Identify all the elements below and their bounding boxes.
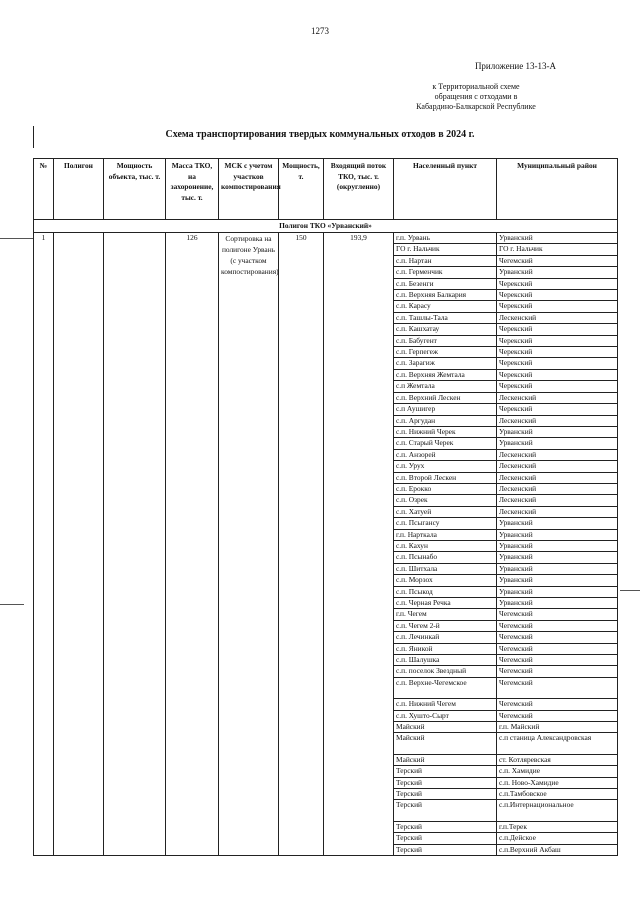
table-header-row (34, 159, 618, 220)
settlement-cell: с.п. Герменчик (394, 267, 497, 278)
settlement-cell: с.п. Зарагиж (394, 358, 497, 369)
scan-mark (0, 604, 24, 605)
settlement-cell: с.п. Черная Речка (394, 598, 497, 609)
scheme-note (376, 82, 576, 112)
municipality-cell: Чегемский (497, 255, 618, 266)
facility-msk: Сортировка на полигоне Урвань (с участком компостирования) (219, 233, 279, 856)
municipality-cell: Урванский (497, 529, 618, 540)
settlement-cell: с.п. Ерокко (394, 483, 497, 494)
municipality-cell: Чегемский (497, 699, 618, 710)
settlement-cell: Терский (394, 821, 497, 832)
municipality-cell: Лескенский (497, 495, 618, 506)
municipality-cell: г.п. Майский (497, 722, 618, 733)
facility-flow: 193,9 (324, 233, 394, 856)
scheme-note-line: к Территориальной схеме (432, 82, 520, 91)
municipality-cell: Чегемский (497, 643, 618, 654)
column-header-mass: Масса ТКО, на захоронение, тыс. т. (166, 159, 219, 220)
scheme-note-line: обращения с отходами в (434, 92, 518, 101)
facility-capacity (104, 233, 166, 856)
municipality-cell: г.п.Терек (497, 821, 618, 832)
column-header-power: Мощность, т. (279, 159, 324, 220)
municipality-cell: Лескенский (497, 472, 618, 483)
facility-polygon (54, 233, 104, 856)
facility-num: 1 (34, 233, 54, 856)
scan-mark (0, 238, 34, 239)
municipality-cell: Лескенский (497, 392, 618, 403)
settlement-cell: Майский (394, 754, 497, 765)
municipality-cell: ст. Котляревская (497, 754, 618, 765)
settlement-cell: с.п. Аргудан (394, 415, 497, 426)
municipality-cell: Черекский (497, 301, 618, 312)
municipality-cell: с.п. Хамидие (497, 766, 618, 777)
column-header-capacity: Мощность объекта, тыс. т. (104, 159, 166, 220)
municipality-cell: Урванский (497, 586, 618, 597)
municipality-cell: Чегемский (497, 677, 618, 698)
transport-scheme-table (33, 158, 618, 856)
column-header-flow: Входящий поток ТКО, тыс. т. (округленно) (324, 159, 394, 220)
section-title: Полигон ТКО «Урванский» (34, 220, 618, 233)
municipality-cell: Урванский (497, 598, 618, 609)
municipality-cell: Урванский (497, 518, 618, 529)
municipality-cell: Черекский (497, 404, 618, 415)
page-number: 1273 (311, 26, 329, 36)
facility-power: 150 (279, 233, 324, 856)
municipality-cell: Чегемский (497, 655, 618, 666)
municipality-cell: с.п. Ново-Хамидие (497, 777, 618, 788)
municipality-cell: Урванский (497, 426, 618, 437)
settlement-cell: с.п. Чегем 2-й (394, 620, 497, 631)
settlement-cell: с.п. Кашхатау (394, 324, 497, 335)
municipality-cell: Черекский (497, 335, 618, 346)
municipality-cell: Черекский (497, 324, 618, 335)
settlement-cell: Терский (394, 766, 497, 777)
municipality-cell: Урванский (497, 563, 618, 574)
settlement-cell: Майский (394, 722, 497, 733)
settlement-cell: с.п. Верхне-Чегемское (394, 677, 497, 698)
municipality-cell: ГО г. Нальчик (497, 244, 618, 255)
municipality-cell: с.п.Интернациональное (497, 800, 618, 821)
settlement-cell: с.п. Старый Черек (394, 438, 497, 449)
column-header-municipality: Муниципальный район (497, 159, 618, 220)
settlement-cell: с.п. Псыгансу (394, 518, 497, 529)
settlement-cell: с.п. Нартан (394, 255, 497, 266)
settlement-cell: с.п. Ташлы-Тала (394, 312, 497, 323)
settlement-cell: с.п. поселок Звездный (394, 666, 497, 677)
settlement-cell: Майский (394, 733, 497, 754)
settlement-cell: с.п. Хушто-Сырт (394, 710, 497, 721)
settlement-cell: г.п. Чегем (394, 609, 497, 620)
settlement-cell: Терский (394, 833, 497, 844)
settlement-cell: с.п. Псынабо (394, 552, 497, 563)
municipality-cell: Чегемский (497, 632, 618, 643)
settlement-cell: с.п. Псыкод (394, 586, 497, 597)
settlement-cell: с.п. Верхняя Жемтала (394, 369, 497, 380)
settlement-cell: с.п. Шитхала (394, 563, 497, 574)
municipality-cell: Чегемский (497, 609, 618, 620)
settlement-cell: г.п. Нарткала (394, 529, 497, 540)
column-header-settlement: Населенный пункт (394, 159, 497, 220)
margin-bar (33, 126, 34, 148)
municipality-cell: Чегемский (497, 620, 618, 631)
settlement-cell: Терский (394, 844, 497, 855)
settlement-cell: ГО г. Нальчик (394, 244, 497, 255)
municipality-cell: Чегемский (497, 666, 618, 677)
appendix-label: Приложение 13-13-А (474, 61, 556, 71)
settlement-cell: Терский (394, 777, 497, 788)
municipality-cell: Урванский (497, 438, 618, 449)
municipality-cell: Чегемский (497, 710, 618, 721)
settlement-cell: с.п. Безенги (394, 278, 497, 289)
settlement-cell: с.п. Урух (394, 461, 497, 472)
settlement-cell: с.п. Верхняя Балкария (394, 290, 497, 301)
settlement-cell: с.п. Морзох (394, 575, 497, 586)
settlement-cell: с.п. Верхний Лескен (394, 392, 497, 403)
municipality-cell: с.п.Тамбовское (497, 789, 618, 800)
municipality-cell: с.п станица Александровская (497, 733, 618, 754)
settlement-cell: с.п Жемтала (394, 381, 497, 392)
settlement-cell: г.п. Урвань (394, 233, 497, 244)
settlement-cell: с.п. Герпегеж (394, 347, 497, 358)
municipality-cell: Черекский (497, 278, 618, 289)
settlement-cell: с.п. Нижний Черек (394, 426, 497, 437)
settlement-cell: с.п. Яникой (394, 643, 497, 654)
municipality-cell: Черекский (497, 358, 618, 369)
municipality-cell: Черекский (497, 381, 618, 392)
municipality-cell: Урванский (497, 540, 618, 551)
section-row (34, 220, 618, 233)
municipality-cell: Лескенский (497, 506, 618, 517)
municipality-cell: Черекский (497, 290, 618, 301)
municipality-cell: Лескенский (497, 415, 618, 426)
municipality-cell: Лескенский (497, 449, 618, 460)
settlement-cell: с.п. Хатуей (394, 506, 497, 517)
municipality-cell: Урванский (497, 233, 618, 244)
scheme-note-line: Кабардино-Балкарской Республике (416, 102, 536, 111)
settlement-cell: с.п. Бабугент (394, 335, 497, 346)
settlement-cell: с.п. Нижний Чегем (394, 699, 497, 710)
settlement-cell: с.п. Озрек (394, 495, 497, 506)
settlement-cell: с.п. Карасу (394, 301, 497, 312)
settlement-cell: Терский (394, 789, 497, 800)
column-header-polygon: Полигон (54, 159, 104, 220)
column-header-msk: МСК с учетом участков компостирования (219, 159, 279, 220)
facility-mass: 126 (166, 233, 219, 856)
municipality-cell: Лескенский (497, 312, 618, 323)
settlement-cell: Терский (394, 800, 497, 821)
settlement-cell: с.п. Кахун (394, 540, 497, 551)
municipality-cell: с.п.Дейское (497, 833, 618, 844)
municipality-cell: Урванский (497, 267, 618, 278)
municipality-cell: Лескенский (497, 483, 618, 494)
document-title: Схема транспортирования твердых коммунальных отходов в 2024 г. (165, 129, 475, 140)
municipality-cell: Лескенский (497, 461, 618, 472)
settlement-cell: с.п. Второй Лескен (394, 472, 497, 483)
column-header-num: № (34, 159, 54, 220)
settlement-cell: с.п. Анзорей (394, 449, 497, 460)
settlement-cell: с.п. Шалушка (394, 655, 497, 666)
scan-mark (620, 590, 640, 591)
municipality-cell: Урванский (497, 552, 618, 563)
settlement-cell: с.п Аушигер (394, 404, 497, 415)
municipality-cell: с.п.Верхний Акбаш (497, 844, 618, 855)
municipality-cell: Урванский (497, 575, 618, 586)
municipality-cell: Черекский (497, 347, 618, 358)
table-row (34, 233, 618, 244)
municipality-cell: Черекский (497, 369, 618, 380)
settlement-cell: с.п. Лечинкай (394, 632, 497, 643)
